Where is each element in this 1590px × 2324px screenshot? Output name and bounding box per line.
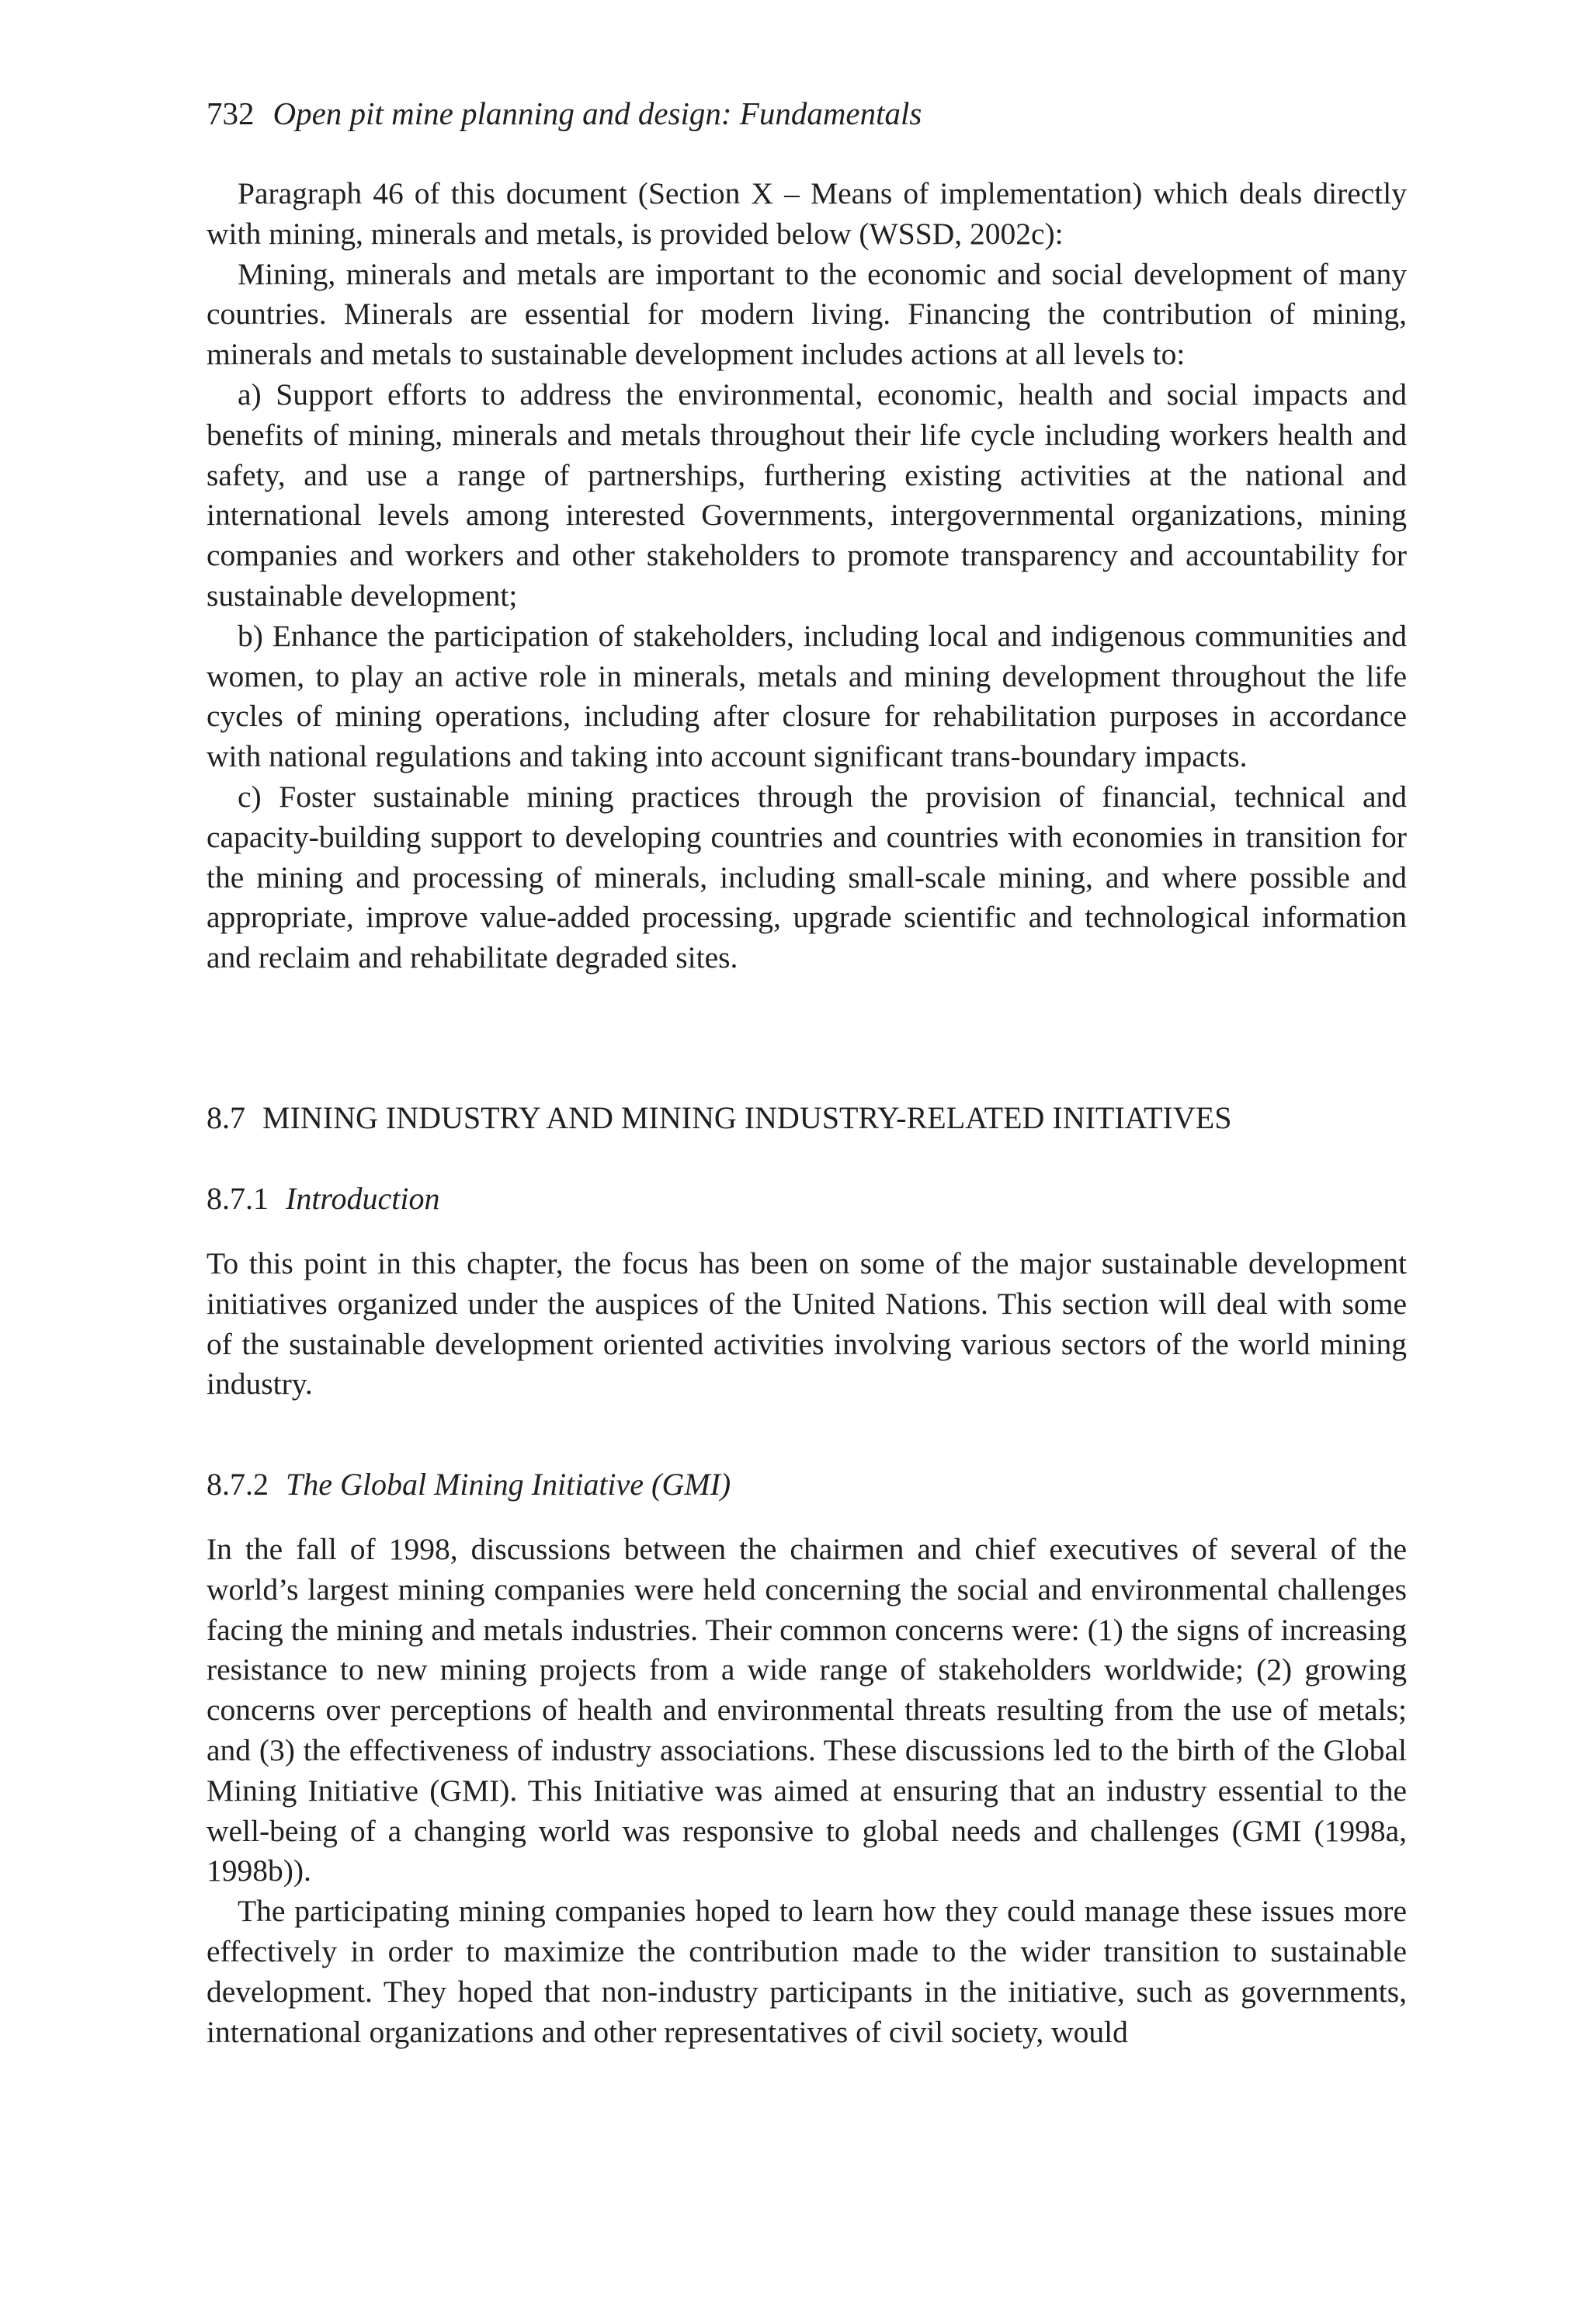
subsection-title: The Global Mining Initiative (GMI) — [286, 1467, 731, 1502]
subsection-number: 8.7.1 — [207, 1181, 269, 1216]
page-number: 732 — [207, 96, 255, 131]
section-heading-8-7 — [207, 1098, 1407, 1138]
introduction-text — [207, 1244, 1407, 1405]
subsection-heading-8-7-1 — [207, 1179, 440, 1219]
subsection-number: 8.7.2 — [207, 1467, 269, 1502]
subsection-heading-8-7-2 — [207, 1464, 731, 1505]
gmi-text — [207, 1530, 1407, 2052]
paragraph-item-a: a) Support efforts to address the environmental, economic, health and social impacts and benefits of mining, minerals and metals throughout their life cycle including workers health and safety, and use a range of partnerships, furthering existing activities at the national and international levels among interested Governments, intergovernmental organizations, mining companies and workers and other stakeholders to promote transparency and accountability for sustainable development; — [207, 377, 1407, 613]
paragraph-item-c: c) Foster sustainable mining practices through the provision of financial, technical and capacity-building support to developing countries and countries with economies in transition for the mining and processing of minerals, including small-scale mining, and where possible and appropriate, improve value-added processing, upgrade scientific and technological information and reclaim and rehabilitate degraded sites. — [207, 779, 1407, 975]
paragraph-gmi-goals: The participating mining companies hoped to learn how they could manage these issues more effectively in order to maximize the contribution made to the wider transition to sustainable development. They hoped that non-industry participants in the initiative, such as governments, international organizations and other representatives of civil society, would — [207, 1894, 1407, 2049]
subsection-title: Introduction — [286, 1181, 440, 1216]
paragraph-gmi-origin: In the fall of 1998, discussions between the chairmen and chief executives of several of the world’s largest mining companies were held concerning the social and environmental challenges facing the mining and metals industries. Their common concerns were: (1) the signs of increasing resistance to new mining projects from a wide range of stakeholders worldwide; (2) growing concerns over perceptions of health and environmental threats resulting from the use of metals; and (3) the effectiveness of industry associations. These discussions led to the birth of the Global Mining Initiative (GMI). This Initiative was aimed at ensuring that an industry essential to the well-being of a changing world was responsive to global needs and challenges (GMI (1998a, 1998b)). — [207, 1532, 1407, 1888]
paragraph-introduction: To this point in this chapter, the focus has been on some of the major sustainable development initiatives organized under the auspices of the United Nations. This section will deal with some of the sustainable development oriented activities involving various sectors of the world mining industry. — [207, 1246, 1407, 1402]
paragraph-item-b: b) Enhance the participation of stakeholders, including local and indigenous communities and women, to play an active role in minerals, metals and mining development throughout the life cycles of mining operations, including after closure for rehabilitation purposes in accordance with national regulations and taking into account significant trans-boundary impacts. — [207, 618, 1407, 774]
wssd-quote-block — [207, 174, 1407, 978]
section-number: 8.7 — [207, 1100, 245, 1135]
paragraph-quote: Mining, minerals and metals are important to the economic and social development of many countries. Minerals are essential for modern living. Financing the contribution of mining, minerals and metals to sustainable development includes actions at all levels to: — [207, 256, 1407, 372]
section-title: MINING INDUSTRY AND MINING INDUSTRY-RELATED INITIATIVES — [262, 1100, 1232, 1135]
running-title-sub: : Fundamentals — [720, 96, 922, 131]
running-header — [207, 93, 922, 134]
running-title-main: Open pit mine planning and design — [273, 96, 721, 131]
running-title — [273, 96, 922, 131]
paragraph-intro: Paragraph 46 of this document (Section X – Means of implementation) which deals directly with mining, minerals and metals, is provided below (WSSD, 2002c): — [207, 176, 1407, 251]
